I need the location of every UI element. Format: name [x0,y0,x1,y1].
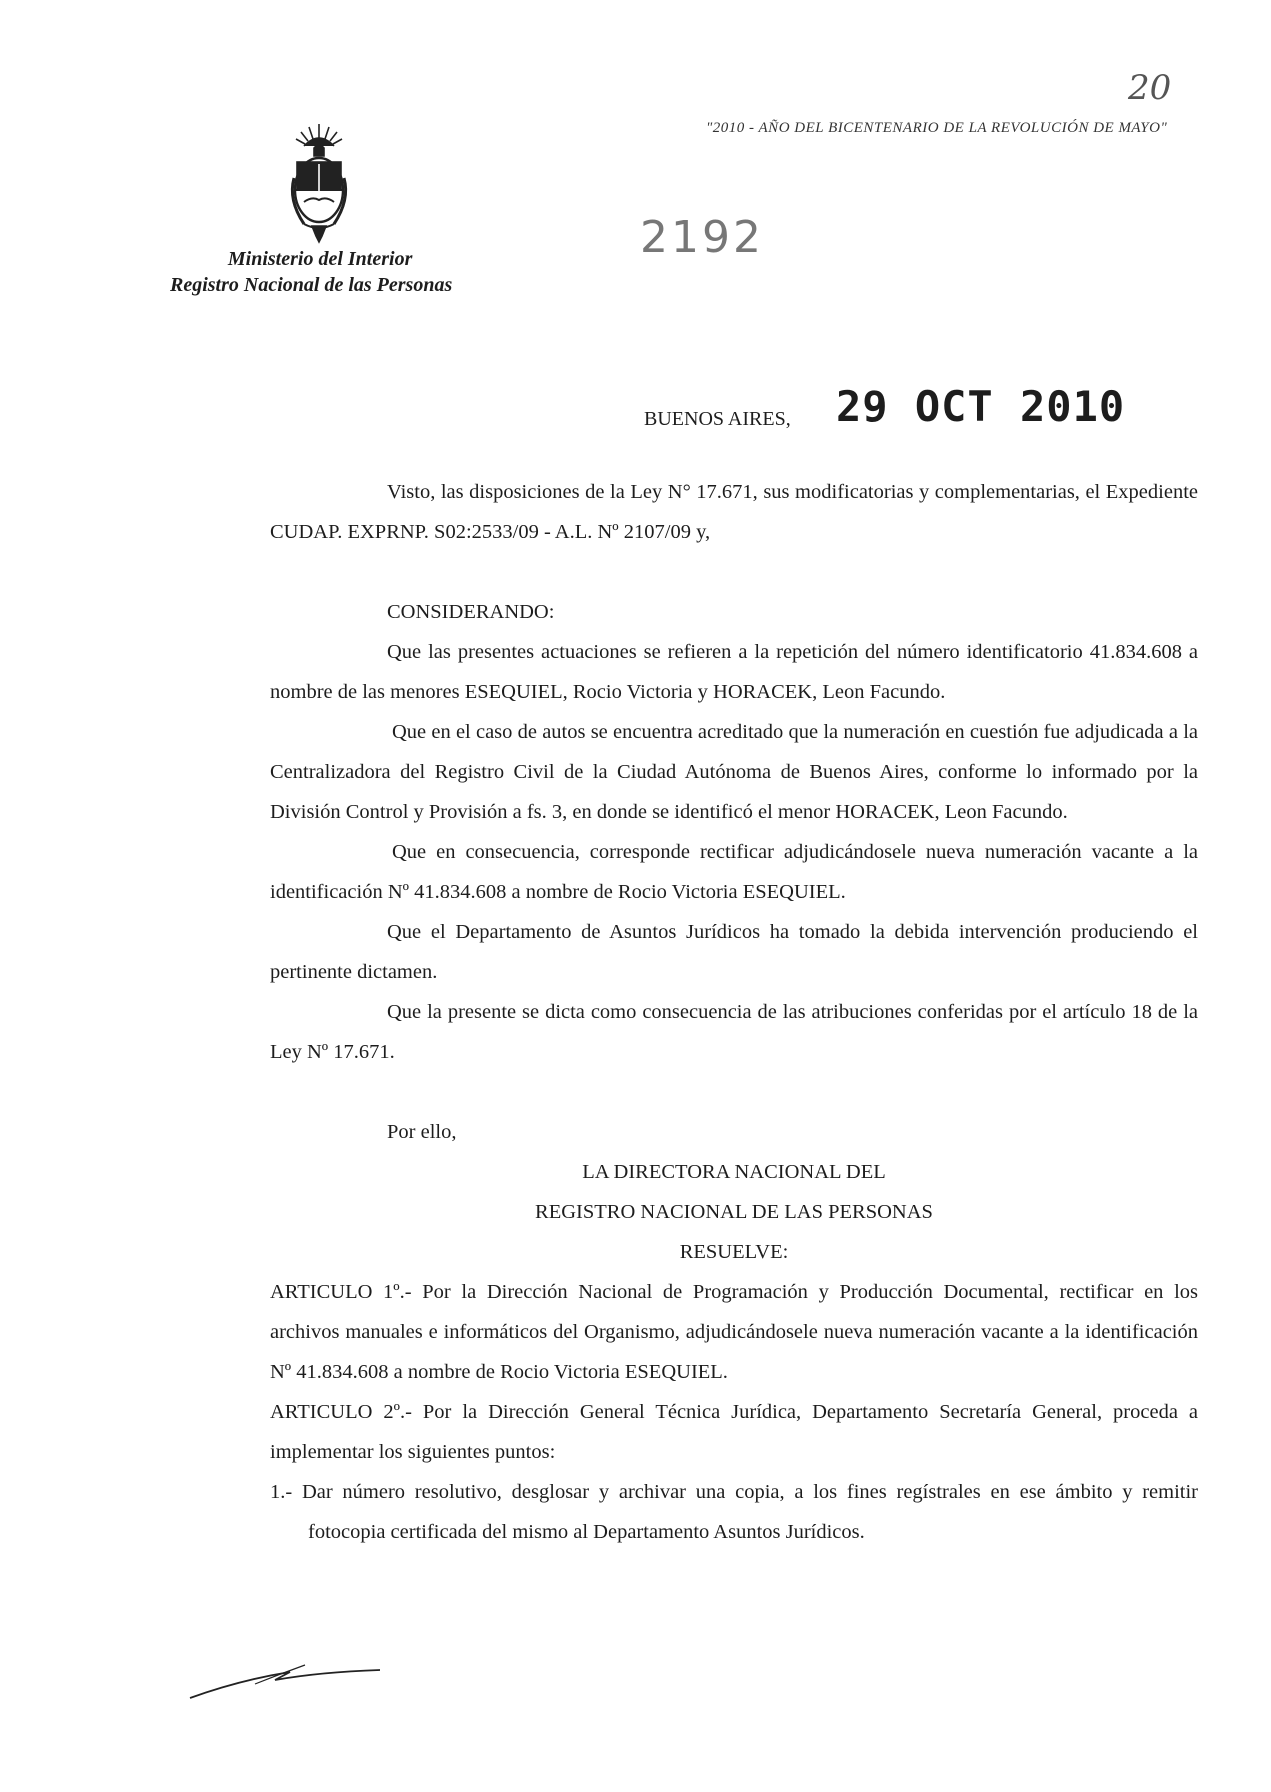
considering-paragraph: Que en el caso de autos se encuentra acreditado que la numeración en cuestión fue adjudicada a la Centralizadora del Registro Civil de la Ciudad Autónoma de Buenos Aires, conforme lo informado por la División Control y Provisión a fs. 3, en donde se identificó el menor HORACEK, Leon Facundo. [270,721,1198,823]
city-label: BUENOS AIRES, [644,408,791,430]
article-2: ARTICULO 2º.- Por la Dirección General Técnica Jurídica, Departamento Secretaría General, proceda a implementar los siguientes puntos: [270,1401,1198,1463]
argentina-coat-of-arms-icon [282,120,356,248]
issuing-office [170,246,452,298]
considerando-heading: CONSIDERANDO: [387,601,555,623]
visto-paragraph: Visto, las disposiciones de la Ley N° 17.671, sus modificatorias y complementarias, el Expediente CUDAP. EXPRNP. S02:2533/09 - A.L. Nº 2107/09 y, [270,481,1198,543]
authority-line: REGISTRO NACIONAL DE LAS PERSONAS [535,1201,933,1223]
ministry-name: Ministerio del Interior [227,248,413,270]
considering-paragraph: Que las presentes actuaciones se refieren a la repetición del número identificatorio 41.834.608 a nombre de las menores ESEQUIEL, Rocio Victoria y HORACEK, Leon Facundo. [270,641,1198,703]
date-stamp: 29 OCT 2010 [836,382,1126,431]
document-body [270,472,1198,1552]
resuelve-heading: RESUELVE: [679,1241,789,1263]
resolution-number-stamp: 2192 [640,212,764,263]
authority-line: LA DIRECTORA NACIONAL DEL [582,1161,886,1183]
considering-paragraph: Que en consecuencia, corresponde rectificar adjudicándosele nueva numeración vacante a la identificación Nº 41.834.608 a nombre de Rocio Victoria ESEQUIEL. [270,841,1198,903]
considering-paragraph: Que la presente se dicta como consecuencia de las atribuciones conferidas por el artículo 18 de la Ley Nº 17.671. [270,1001,1198,1063]
article-2-item-1: 1.- Dar número resolutivo, desglosar y archivar una copia, a los fines regístrales en ese ámbito y remitir fotocopia certificada del mismo al Departamento Asuntos Jurídicos. [270,1481,1198,1543]
considering-paragraph: Que el Departamento de Asuntos Jurídicos ha tomado la debida intervención produciendo el pertinente dictamen. [270,921,1198,983]
article-1: ARTICULO 1º.- Por la Dirección Nacional de Programación y Producción Documental, rectificar en los archivos manuales e informáticos del Organismo, adjudicándosele nueva numeración vacante a la identificación Nº 41.834.608 a nombre de Rocio Victoria ESEQUIEL. [270,1281,1198,1383]
handwritten-signature-icon [180,1650,400,1710]
registry-name: Registro Nacional de las Personas [170,274,453,296]
page-number: 20 [1128,68,1172,108]
year-motto: "2010 - AÑO DEL BICENTENARIO DE LA REVOLUCIÓN DE MAYO" [706,120,1168,136]
por-ello-text: Por ello, [387,1121,457,1143]
